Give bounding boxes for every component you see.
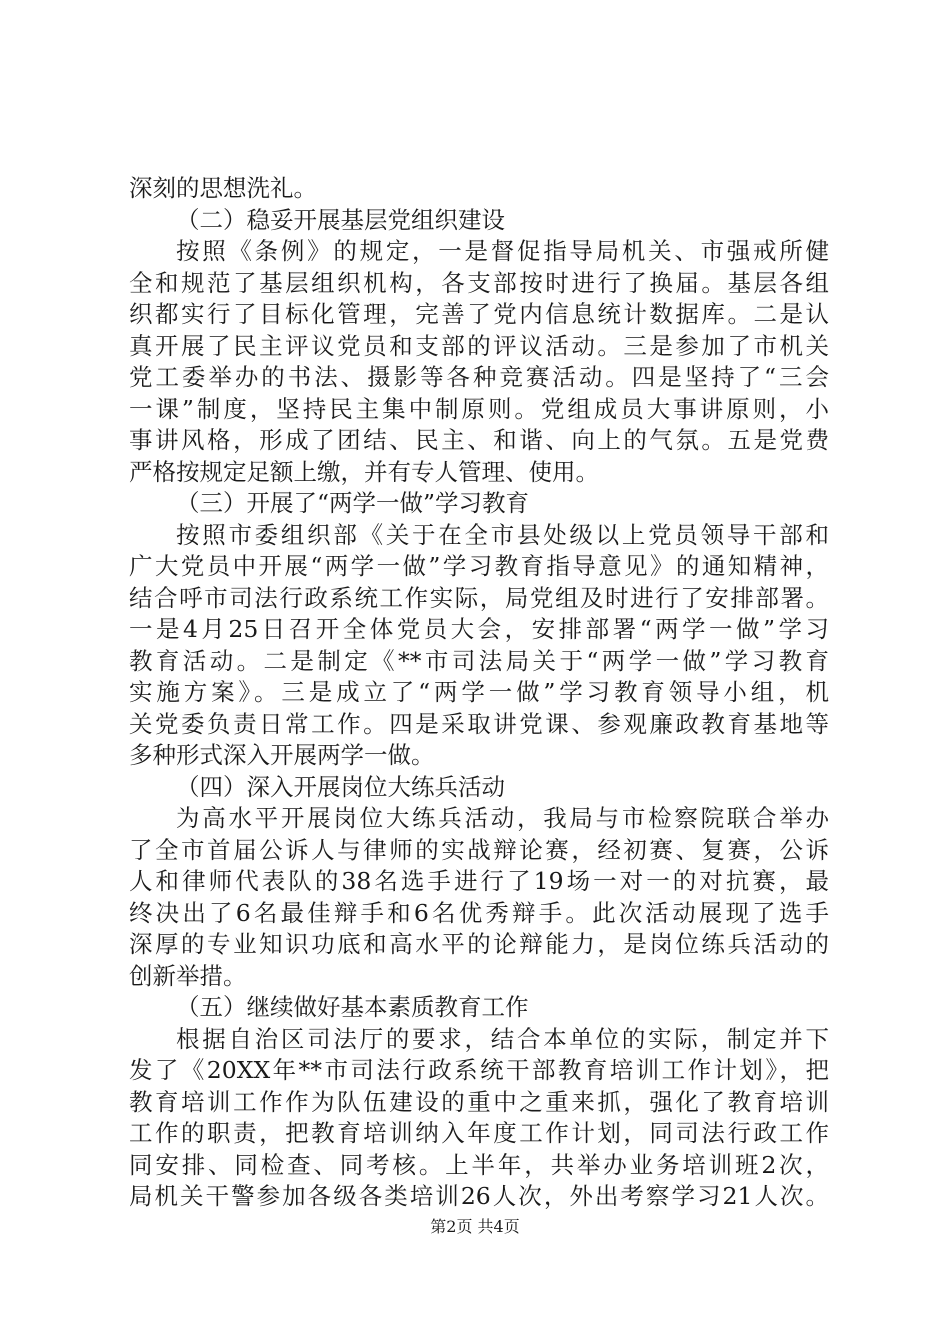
- paragraph-line: 多种形式深入开展两学一做。: [129, 741, 435, 769]
- section-heading: （五）继续做好基本素质教育工作: [176, 993, 529, 1021]
- paragraph-line: 织都实行了目标化管理，完善了党内信息统计数据库。二是认: [129, 300, 829, 328]
- paragraph-line: 发了《20XX年**市司法行政系统干部教育培训工作计划》，把: [129, 1056, 829, 1084]
- section-heading: （三）开展了“两学一做”学习教育: [176, 489, 530, 517]
- paragraph-line: 严格按规定足额上缴，并有专人管理、使用。: [129, 457, 599, 486]
- paragraph-line: 同安排、同检查、同考核。上半年，共举办业务培训班2次，: [129, 1150, 829, 1179]
- paragraph-line: 实施方案》。三是成立了“两学一做”学习教育领导小组，机: [129, 678, 829, 706]
- paragraph-line: 广大党员中开展“两学一做”学习教育指导意见》的通知精神，: [129, 552, 829, 580]
- paragraph-line: 按照《条例》的规定，一是督促指导局机关、市强戒所健: [176, 237, 829, 265]
- paragraph-line: 关党委负责日常工作。四是采取讲党课、参观廉政教育基地等: [129, 709, 829, 738]
- paragraph-line: 了全市首届公诉人与律师的实战辩论赛，经初赛、复赛，公诉: [129, 835, 829, 864]
- paragraph-line: 一课”制度，坚持民主集中制原则。党组成员大事讲原则，小: [129, 394, 829, 423]
- paragraph-line: 党工委举办的书法、摄影等各种竞赛活动。四是坚持了“三会: [129, 363, 829, 391]
- paragraph-line: 真开展了民主评议党员和支部的评议活动。三是参加了市机关: [129, 331, 829, 360]
- section-heading: （四）深入开展岗位大练兵活动: [176, 772, 505, 801]
- paragraph-line: 按照市委组织部《关于在全市县处级以上党员领导干部和: [176, 520, 829, 549]
- paragraph-line: 局机关干警参加各级各类培训26人次，外出考察学习21人次。: [129, 1182, 829, 1210]
- paragraph-line: 一是4月25日召开全体党员大会，安排部署“两学一做”学习: [129, 615, 829, 643]
- paragraph-line: 人和律师代表队的38名选手进行了19场一对一的对抗赛，最: [129, 867, 829, 895]
- paragraph-line: 结合呼市司法行政系统工作实际，局党组及时进行了安排部署。: [129, 583, 829, 612]
- paragraph-line: 教育活动。二是制定《**市司法局关于“两学一做”学习教育: [129, 646, 829, 675]
- paragraph-line: 创新举措。: [129, 961, 247, 990]
- paragraph-line: 深刻的思想洗礼。: [129, 174, 317, 202]
- paragraph-line: 全和规范了基层组织机构，各支部按时进行了换届。基层各组: [129, 268, 829, 297]
- section-heading: （二）稳妥开展基层党组织建设: [176, 205, 505, 234]
- paragraph-line: 终决出了6名最佳辩手和6名优秀辩手。此次活动展现了选手: [129, 898, 829, 927]
- paragraph-line: 为高水平开展岗位大练兵活动，我局与市检察院联合举办: [176, 804, 829, 832]
- paragraph-line: 根据自治区司法厅的要求，结合本单位的实际，制定并下: [176, 1024, 829, 1053]
- paragraph-line: 教育培训工作作为队伍建设的重中之重来抓，强化了教育培训: [129, 1087, 829, 1116]
- paragraph-line: 事讲风格，形成了团结、民主、和谐、向上的气氛。五是党费: [129, 426, 829, 454]
- document-body: [129, 173, 829, 1213]
- page-footer: 第2页 共4页: [430, 1217, 520, 1236]
- paragraph-line: 深厚的专业知识功底和高水平的论辩能力，是岗位练兵活动的: [129, 930, 829, 958]
- paragraph-line: 工作的职责，把教育培训纳入年度工作计划，同司法行政工作: [129, 1119, 829, 1147]
